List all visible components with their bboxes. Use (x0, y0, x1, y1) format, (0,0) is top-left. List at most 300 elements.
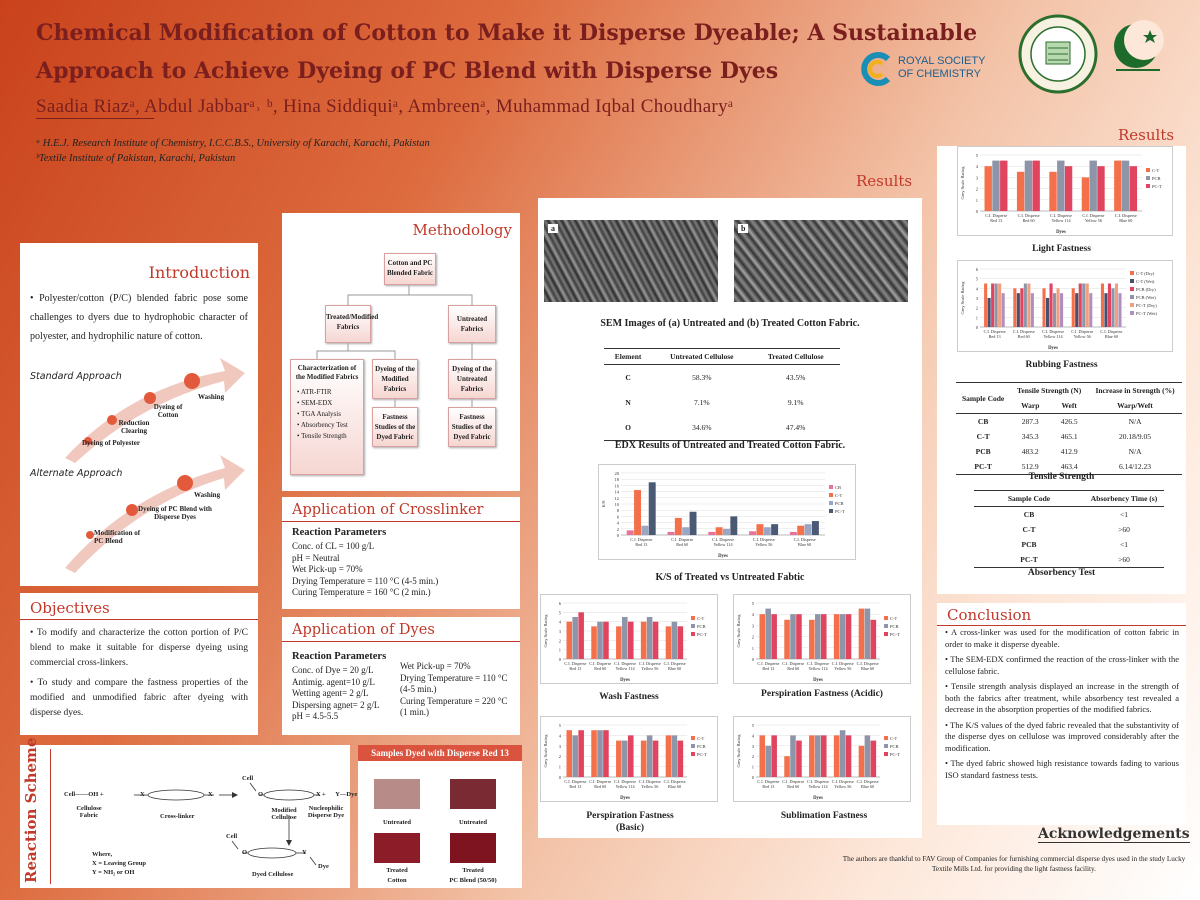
bar (566, 730, 572, 777)
bar (871, 620, 877, 659)
bar (597, 730, 603, 777)
legend-label: PC-T (890, 632, 900, 637)
bar (846, 614, 852, 659)
x-tick-label: C.I. Disperse (638, 779, 661, 784)
method-untreated-box: Untreated Fabrics (448, 305, 496, 343)
university-seal-icon (1018, 14, 1098, 94)
bar (984, 284, 987, 328)
conclusion-1: • A cross-linker was used for the modification of cotton fabric in order to make it disperse dyeable. (945, 627, 1179, 649)
bar (796, 614, 802, 659)
table-row: PC-T 512.9 463.4 6.14/12.23 (956, 459, 1182, 475)
objectives-panel (20, 593, 258, 735)
y-tick-label: 2 (975, 305, 978, 311)
x-tick-label: Blue 60 (1104, 334, 1118, 339)
bar (1017, 172, 1024, 211)
conclusion-2: • The SEM-EDX confirmed the reaction of the cross-linker with the cellulose fabric. (945, 654, 1179, 676)
bar (1053, 293, 1056, 327)
bar (1049, 284, 1052, 328)
crescent-logo-icon (1106, 18, 1170, 82)
bar (627, 530, 634, 535)
y-tick-label: 3 (975, 296, 978, 301)
y-tick-label: 3 (975, 175, 978, 181)
bar (1020, 288, 1023, 327)
legend-swatch (884, 744, 888, 748)
y-tick-label: 16 (614, 483, 619, 489)
bar (759, 614, 765, 659)
bar (1108, 284, 1111, 328)
y-tick-label: 4 (558, 733, 561, 739)
method-treated-box: Treated/Modified Fabrics (325, 305, 371, 343)
objectives-title: Objectives (30, 599, 110, 617)
swatch-untreated-pc (450, 779, 496, 809)
bar (1111, 288, 1114, 327)
bar (653, 622, 659, 659)
table-row: PCB <1 (1021, 540, 1128, 549)
x-axis-label: Dyes (718, 554, 728, 559)
bar (628, 622, 634, 659)
y-tick-label: 5 (975, 153, 978, 158)
y-tick-label: 4 (751, 612, 754, 618)
legend-swatch (829, 501, 833, 505)
bar (809, 620, 815, 659)
legend-swatch (884, 752, 888, 756)
ks-caption: K/S of Treated vs Untreated Fabtic (655, 572, 805, 583)
x-tick-label: C.I. Disperse (589, 661, 612, 666)
authors: Saadia Riazᵃ, Abdul Jabbarᵃ˒ ᵇ, Hina Siddiquiᵃ, Ambreenᵃ, Muhammad Iqbal Choudharyᵃ (36, 96, 734, 117)
y-tick-label: 0 (975, 325, 978, 330)
bar (995, 284, 998, 328)
bar (1017, 293, 1020, 327)
bar (784, 756, 790, 777)
y-axis-label: Grey Scale Rating (543, 734, 548, 768)
bar (668, 532, 675, 535)
bar (871, 741, 877, 777)
reaction-scheme-title: Reaction Scheme (22, 737, 40, 883)
legend-label: PCB (1152, 176, 1161, 181)
bar (1046, 298, 1049, 327)
dyes-right-1: Wet Pick-up = 70% (400, 661, 471, 671)
bar (641, 622, 647, 659)
bar (821, 614, 827, 659)
sem-image-b (734, 220, 908, 302)
bar (591, 730, 597, 777)
x-tick-label: Yellow 114 (808, 666, 828, 671)
bar (834, 614, 840, 659)
x-tick-label: C.I. Disperse (1012, 329, 1035, 334)
y-tick-label: 2 (558, 638, 561, 644)
legend-swatch (691, 752, 695, 756)
edx-header-0: Element (614, 352, 642, 361)
x-tick-label: C.I. Disperse (614, 779, 636, 784)
legend-label: C-T (890, 736, 898, 741)
x-tick-label: C.I. Disperse (1050, 213, 1072, 218)
y-tick-label: 1 (975, 197, 978, 203)
bar (678, 626, 684, 659)
y-tick-label: 20 (614, 471, 619, 476)
bar (1079, 284, 1082, 328)
y-tick-label: 0 (558, 775, 561, 780)
x-tick-label: C.I. Disperse (1071, 329, 1094, 334)
bar (1049, 172, 1056, 211)
dyes-right-2: Drying Temperature = 110 °C (4-5 min.) (400, 672, 508, 694)
y-tick-label: 4 (616, 520, 619, 526)
x-tick-label: Blue 60 (861, 666, 875, 671)
bar (771, 614, 777, 659)
bar (730, 516, 737, 535)
x-tick-label: C.I. Disperse (757, 779, 780, 784)
conclusion-3: • Tensile strength analysis displayed an increase in the strength of both the fabrics after treatment, while absorbency test revealed a decrease in the absorption properties of the modified fabrics. (945, 681, 1179, 714)
y-tick-label: 10 (614, 502, 619, 507)
bar (634, 490, 641, 535)
alt-step-1: Modification of PC Blend (94, 529, 141, 545)
dyes-left-3: Wetting agent= 2 g/L (292, 688, 369, 698)
legend-label: PCB (697, 624, 706, 629)
legend-label: C-T (Dry) (1136, 271, 1155, 276)
legend-label: CB (835, 485, 842, 490)
x-tick-label: C.I. Disperse (671, 537, 694, 542)
bar (992, 161, 999, 211)
persp-basic-caption: Perspiration Fastness (Basic) (586, 811, 674, 833)
rs-x1: X (140, 791, 145, 798)
sem-image-a (544, 220, 718, 302)
method-characterization-box (290, 359, 364, 475)
dyes-panel (282, 617, 520, 735)
alternate-approach-label: Alternate Approach (30, 468, 123, 479)
bar (1114, 161, 1121, 211)
x-tick-label: Yellow 114 (713, 542, 733, 547)
bar (790, 614, 796, 659)
rsc-line-1: ROYAL SOCIETY (898, 55, 986, 67)
bar (666, 626, 672, 659)
y-tick-label: 1 (751, 764, 754, 770)
x-tick-label: C.I. Disperse (638, 661, 661, 666)
x-tick-label: C.I. Disperse (630, 537, 653, 542)
x-tick-label: Yellow 56 (755, 542, 773, 547)
char-item-1: • ATR-FTIR (297, 388, 332, 396)
y-tick-label: 6 (558, 601, 561, 606)
x-axis-label: Dyes (813, 678, 823, 683)
y-tick-label: 0 (558, 657, 561, 662)
x-tick-label: Yellow 56 (834, 784, 852, 789)
legend-swatch (691, 632, 695, 636)
bar (622, 741, 628, 777)
std-step-3: Dyeing of Cotton (153, 403, 183, 419)
introduction-panel (20, 243, 258, 586)
y-tick-label: 2 (751, 634, 754, 640)
bar (1025, 161, 1032, 211)
x-tick-label: Red 13 (569, 784, 582, 789)
bar (1072, 288, 1075, 327)
sublimation-chart (733, 716, 911, 802)
bar (840, 614, 846, 659)
x-tick-label: C.I. Disperse (589, 779, 612, 784)
table-row: CB 287.3 426.5 N/A (977, 417, 1142, 426)
y-tick-label: 3 (751, 743, 754, 749)
alt-step-3: Washing (194, 491, 221, 499)
bar (603, 730, 609, 777)
x-axis-label: Dyes (1048, 346, 1058, 351)
x-tick-label: C.I. Disperse (782, 661, 805, 666)
x-tick-label: Blue 60 (668, 784, 682, 789)
results-right-title: Results (1118, 126, 1175, 144)
legend-label: PCB (890, 744, 899, 749)
swatch-label-untreated-1: Untreated (382, 819, 412, 826)
x-tick-label: Yellow 56 (834, 666, 852, 671)
y-axis-label: Grey Scale Rating (736, 614, 741, 648)
light-caption: Light Fastness (1032, 244, 1091, 254)
swatch-label-cotton: Cotton (387, 877, 407, 884)
x-tick-label: Blue 60 (861, 784, 875, 789)
x-tick-label: C.I. Disperse (831, 779, 854, 784)
x-tick-label: Red 60 (1017, 334, 1030, 339)
x-tick-label: C.I. Disperse (1017, 213, 1040, 218)
x-tick-label: Red 13 (635, 542, 648, 547)
bar (649, 482, 656, 535)
bar (572, 617, 578, 659)
bar (784, 620, 790, 659)
bar (812, 521, 819, 535)
conclusion-panel (937, 603, 1186, 825)
legend-swatch (884, 632, 888, 636)
std-step-4: Washing (198, 393, 225, 401)
tensile-caption: Tensile Strength (1028, 472, 1095, 482)
rs-x3: X (316, 791, 321, 798)
method-fastness-box-2: Fastness Studies of the Dyed Fabric (448, 407, 496, 447)
wash-fastness-chart (540, 594, 718, 684)
y-tick-label: 5 (558, 723, 561, 728)
x-tick-label: Blue 60 (1119, 218, 1133, 223)
sem-caption: SEM Images of (a) Untreated and (b) Treated Cotton Fabric. (600, 318, 860, 329)
bar (1101, 284, 1104, 328)
bar (578, 730, 584, 777)
bar (790, 735, 796, 777)
rs-plus-y: + Y—Dye (322, 791, 358, 798)
crosslinker-title: Application of Crosslinker (292, 502, 484, 518)
rs-y: Y (302, 849, 307, 856)
samples-panel (358, 745, 522, 888)
x-tick-label: Red 60 (787, 666, 800, 671)
crosslinker-line-2: pH = Neutral (292, 552, 340, 563)
legend-label: C-T (697, 616, 705, 621)
conclusion-5: • The dyed fabric showed high resistance towards fading to various ISO standard fastness tests. (945, 758, 1179, 780)
x-tick-label: C.I. Disperse (793, 537, 816, 542)
bar (1104, 293, 1107, 327)
bar (1065, 166, 1072, 211)
bar (1089, 293, 1092, 327)
y-tick-label: 4 (558, 619, 561, 625)
crosslinker-line-4: Drying Temperature = 110 °C (4-5 min.) (292, 575, 439, 586)
sem-a-label: a (548, 224, 558, 233)
x-tick-label: Yellow 114 (808, 784, 828, 789)
bar (647, 617, 653, 659)
bar (1082, 284, 1085, 328)
bar (790, 532, 797, 535)
rs-where: Where, (92, 851, 113, 858)
y-tick-label: 3 (558, 743, 561, 749)
legend-label: PC-T (1152, 184, 1162, 189)
legend-label: PCB (835, 501, 844, 506)
rs-dyed-cellulose: Dyed Cellulose (252, 871, 294, 878)
x-tick-label: Red 13 (762, 666, 775, 671)
bar (834, 735, 840, 777)
bar (666, 735, 672, 777)
bar (805, 524, 812, 535)
method-dyeing-modified-box: Dyeing of the Modified Fabrics (372, 359, 418, 399)
bar (796, 741, 802, 777)
dyes-right-3: Curing Temperature = 220 °C (1 min.) (400, 695, 508, 717)
y-axis-label: Grey Scale Rating (960, 166, 965, 200)
y-tick-label: 1 (558, 647, 561, 653)
legend-swatch (884, 736, 888, 740)
rs-modified-cellulose: Modified Cellulose (271, 807, 297, 821)
y-tick-label: 5 (975, 276, 978, 282)
objective-1: • To modify and characterize the cotton portion of P/C blend to make it suitable for disperse dyeing using commercial cross-linkers. (30, 628, 248, 668)
swatch-label-untreated-2: Untreated (458, 819, 488, 826)
y-tick-label: 18 (614, 477, 619, 483)
swatch-label-treated-2: Treated (462, 867, 484, 874)
dyes-left-4: Dispersing agnet= 2 g/L (292, 699, 380, 710)
y-tick-label: 0 (616, 533, 619, 538)
x-tick-label: Red 60 (594, 666, 607, 671)
y-tick-label: 1 (751, 645, 754, 651)
bar (675, 518, 682, 535)
x-tick-label: C.I. Disperse (564, 779, 587, 784)
swatch-label-treated-1: Treated (386, 867, 408, 874)
bar (682, 527, 689, 535)
dyes-left-5: pH = 4.5-5.5 (292, 711, 339, 721)
sublimation-caption: Sublimation Fastness (780, 811, 868, 821)
legend-label: PC-T (697, 632, 707, 637)
bar (723, 529, 730, 535)
rs-cross-linker: Cross-linker (160, 813, 195, 820)
table-row: C-T >60 (1022, 525, 1130, 534)
x-tick-label: Yellow 114 (615, 784, 635, 789)
x-tick-label: Yellow 56 (1073, 334, 1091, 339)
x-tick-label: Yellow 114 (615, 666, 635, 671)
affiliation-a: ᵃ H.E.J. Research Institute of Chemistry, I.C.C.B.S., University of Karachi, Karachi, Pakistan (36, 138, 430, 149)
swatch-treated-pc (450, 833, 496, 863)
x-tick-label: C.I. Disperse (757, 661, 780, 666)
rs-cell3: Cell (226, 833, 238, 840)
bar (985, 166, 992, 211)
bar (859, 609, 865, 659)
ack-title: Acknowledgements (1038, 826, 1190, 842)
y-tick-label: 4 (975, 286, 978, 292)
legend-swatch (691, 624, 695, 628)
rs-x2: X (208, 791, 213, 798)
char-item-5: • Tensile Strength (297, 432, 347, 440)
legend-label: C-T (835, 493, 843, 498)
rs-cellulose-fabric: Cellulose Fabric (76, 805, 102, 819)
crosslinker-subtitle: Reaction Parameters (292, 527, 387, 538)
swatch-treated-cotton (374, 833, 420, 863)
tensile-header-0: Sample Code (956, 383, 1010, 414)
methodology-title: Methodology (412, 221, 512, 239)
approach-arrows (20, 343, 258, 583)
x-axis-label: Dyes (620, 796, 630, 801)
dyes-title: Application of Dyes (292, 622, 435, 638)
table-row: CB <1 (1023, 510, 1128, 519)
table-row: PC-T >60 (974, 552, 1164, 568)
dyes-subtitle: Reaction Parameters (292, 651, 387, 662)
rsc-logo-icon (860, 52, 894, 86)
absorbency-table (974, 490, 1164, 568)
method-fastness-box-1: Fastness Studies of the Dyed Fabric (372, 407, 418, 447)
x-axis-label: Dyes (620, 678, 630, 683)
x-tick-label: C.I. Disperse (1042, 329, 1064, 334)
table-row: N 7.1% 9.1% (625, 398, 804, 407)
bar (1002, 293, 1005, 327)
legend-label: PC-T (697, 752, 707, 757)
legend-label: PC-T (835, 509, 845, 514)
legend-swatch (691, 736, 695, 740)
rubbing-caption: Rubbing Fastness (1025, 360, 1098, 370)
x-tick-label: Yellow 56 (1084, 218, 1102, 223)
bar (991, 284, 994, 328)
rubbing-fastness-chart (957, 260, 1173, 352)
std-step-1: Dyeing of Polyester (82, 439, 140, 447)
legend-label: PCB (Wet) (1136, 295, 1156, 300)
light-fastness-chart (957, 146, 1173, 236)
ack-text: The authors are thankful to FAV Group of Companies for furnishing commercial disperse dyes used in the study Lucky Textile Mills Ltd. for providing the light fastness facility. (842, 855, 1186, 873)
y-tick-label: 2 (975, 186, 978, 192)
char-item-2: • SEM-EDX (297, 399, 333, 407)
bar (1057, 161, 1064, 211)
legend-swatch (1130, 271, 1134, 275)
bar (1075, 293, 1078, 327)
author-underline (36, 118, 154, 119)
dyes-left-2: Antimig. agent=10 g/L (292, 676, 375, 687)
y-axis-label: K/S (601, 500, 606, 508)
crosslinker-line-1: Conc. of CL = 100 g/L (292, 541, 375, 551)
bar (1097, 166, 1104, 211)
bar (865, 609, 871, 659)
crosslinker-panel (282, 497, 520, 609)
samples-title: Samples Dyed with Disperse Red 13 (358, 745, 522, 761)
bar (840, 730, 846, 777)
y-tick-label: 2 (616, 526, 619, 532)
bar (622, 617, 628, 659)
bar (672, 735, 678, 777)
bar (765, 746, 771, 777)
legend-label: C-T (697, 736, 705, 741)
bar (572, 735, 578, 777)
legend-label: PC-T (Wet) (1136, 311, 1157, 316)
x-tick-label: C.I. Disperse (782, 779, 805, 784)
title-line-2: Approach to Achieve Dyeing of PC Blend with Disperse Dyes (36, 58, 779, 84)
bar (708, 532, 715, 535)
x-tick-label: Red 13 (762, 784, 775, 789)
y-tick-label: 1 (558, 764, 561, 770)
char-item-3: • TGA Analysis (297, 410, 341, 418)
legend-label: C-T (Wet) (1136, 279, 1155, 284)
crosslinker-line-3: Wet Pick-up = 70% (292, 564, 363, 574)
rs-dye: Dye (318, 863, 329, 870)
bar (1000, 161, 1007, 211)
bar (809, 735, 815, 777)
rsc-logo (860, 50, 1000, 90)
legend-label: PC-T (Dry) (1136, 303, 1157, 308)
legend-swatch (1146, 168, 1150, 172)
bar (759, 735, 765, 777)
x-tick-label: Blue 60 (668, 666, 682, 671)
legend-swatch (829, 493, 833, 497)
legend-swatch (1146, 184, 1150, 188)
standard-approach-label: Standard Approach (30, 371, 122, 382)
x-tick-label: C.I. Disperse (983, 329, 1006, 334)
introduction-title: Introduction (148, 263, 250, 282)
swatch-untreated-cotton (374, 779, 420, 809)
